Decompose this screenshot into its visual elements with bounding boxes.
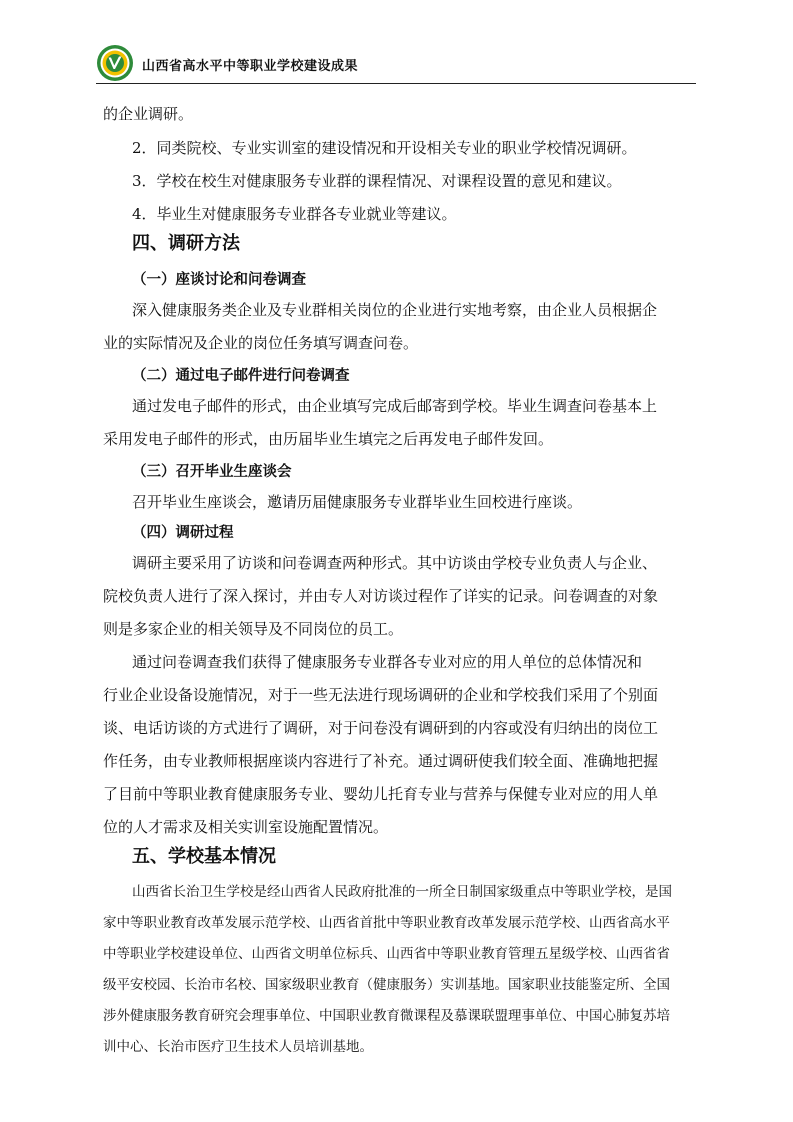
paragraph-line: 召开毕业生座谈会，邀请历届健康服务专业群毕业生回校进行座谈。 [132,493,583,511]
paragraph-line: 调研主要采用了访谈和问卷调查两种形式。其中访谈由学校专业负责人与企业、 [132,554,658,572]
paragraph-line: 了目前中等职业教育健康服务专业、婴幼儿托育专业与营养与保健专业对应的用人单 [103,785,659,803]
paragraph-line: 位的人才需求及相关实训室设施配置情况。 [103,818,389,836]
paragraph-line: 院校负责人进行了深入探讨，并由专人对访谈过程作了详实的记录。问卷调查的对象 [103,587,659,605]
paragraph-line: 通过发电子邮件的形式，由企业填写完成后邮寄到学校。毕业生调查问卷基本上 [132,397,658,415]
paragraph-line: 行业企业设备设施情况，对于一些无法进行现场调研的企业和学校我们采用了个别面 [103,686,659,704]
subsection-heading: （三）召开毕业生座谈会 [132,464,292,480]
paragraph-line: 山西省长治卫生学校是经山西省人民政府批准的一所全日制国家级重点中等职业学校，是国 [132,884,672,900]
paragraph-line: 则是多家企业的相关领导及不同岗位的员工。 [103,620,404,638]
paragraph-line: 的企业调研。 [103,105,194,123]
paragraph-line: 谈、电话访谈的方式进行了调研，对于问卷没有调研到的内容或没有归纳出的岗位工 [103,719,659,737]
paragraph-line: 作任务，由专业教师根据座谈内容进行了补充。通过调研使我们较全面、准确地把握 [103,752,659,770]
paragraph-line: 深入健康服务类企业及专业群相关岗位的企业进行实地考察，由企业人员根据企 [132,301,658,319]
paragraph-line: 业的实际情况及企业的岗位任务填写调查问卷。 [103,334,419,352]
section-heading: 四、调研方法 [132,233,240,254]
paragraph-line: 家中等职业教育改革发展示范学校、山西省首批中等职业教育改革发展示范学校、山西省高水平 [103,915,670,931]
header-title: 山西省高水平中等职业学校建设成果 [142,59,359,74]
section-heading: 五、学校基本情况 [132,846,276,867]
paragraph-line: 级平安校园、长治市名校、国家级职业教育（健康服务）实训基地。国家职业技能鉴定所、全国 [103,977,670,993]
paragraph-line: 训中心、长治市医疗卫生技术人员培训基地。 [103,1039,373,1055]
subsection-heading: （一）座谈讨论和问卷调查 [132,272,306,288]
page-header [96,44,696,84]
paragraph-line: 中等职业学校建设单位、山西省文明单位标兵、山西省中等职业教育管理五星级学校、山西省省 [103,946,670,962]
paragraph-line: 涉外健康服务教育研究会理事单位、中国职业教育微课程及慕课联盟理事单位、中国心肺复苏培 [103,1008,670,1024]
subsection-heading: （二）通过电子邮件进行问卷调查 [132,368,350,384]
paragraph-line: 通过问卷调查我们获得了健康服务专业群各专业对应的用人单位的总体情况和 [132,653,643,671]
school-logo [96,44,134,82]
header-rule [96,83,696,84]
list-item: 2．同类院校、专业实训室的建设情况和开设相关专业的职业学校情况调研。 [132,139,637,157]
list-item: 4．毕业生对健康服务专业群各专业就业等建议。 [132,205,457,223]
paragraph-line: 采用发电子邮件的形式，由历届毕业生填完之后再发电子邮件发回。 [103,430,554,448]
subsection-heading: （四）调研过程 [132,525,234,541]
list-item: 3．学校在校生对健康服务专业群的课程情况、对课程设置的意见和建议。 [132,172,622,190]
